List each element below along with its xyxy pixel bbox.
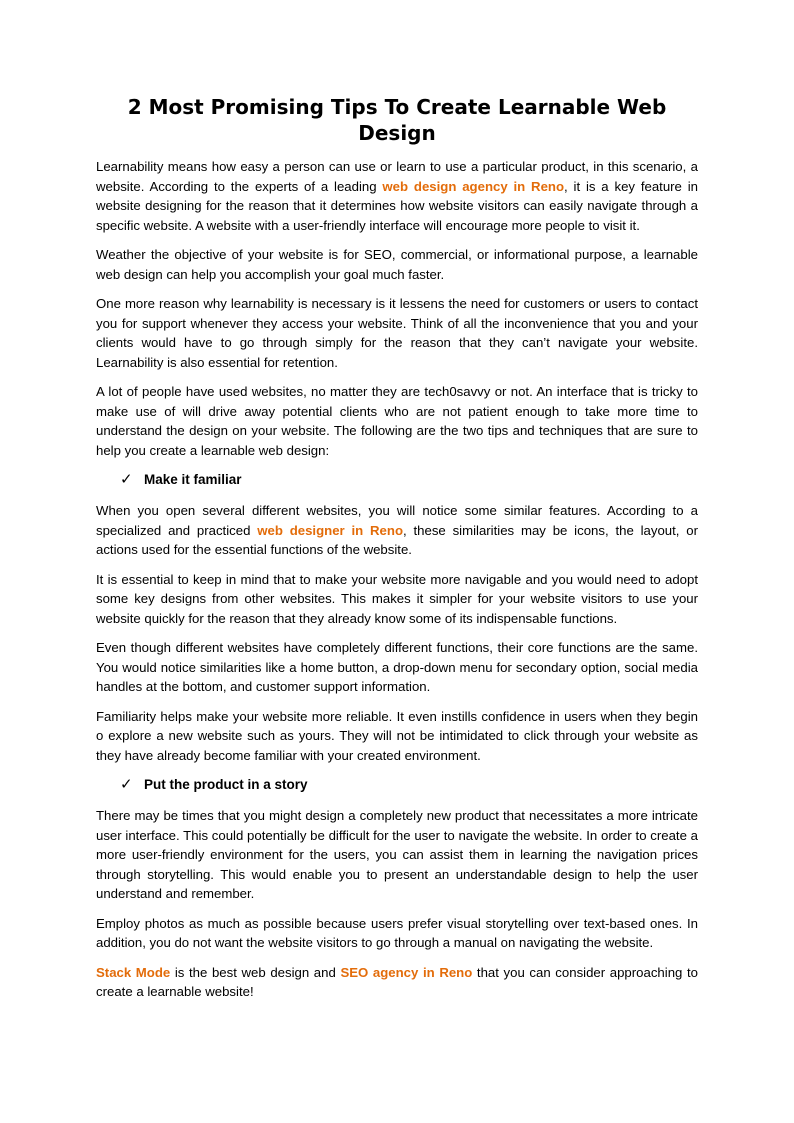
paragraph-text: Learnability means how easy a person can use or learn to use a particular product, in this scenario, a website. According to the experts of a leading bbox=[96, 159, 698, 194]
paragraph-similar-features bbox=[96, 501, 698, 560]
tip-heading-story bbox=[120, 775, 698, 794]
tip-title: Put the product in a story bbox=[144, 777, 308, 792]
paragraph-navigable: It is essential to keep in mind that to make your website more navigable and you would need to adopt some key designs from other websites. This makes it simpler for your website visitors to use your website quickly for the reason that they already know some of its indispensable functions. bbox=[96, 571, 698, 626]
checkmark-icon: ✓ bbox=[120, 470, 133, 488]
link-stack-mode[interactable]: Stack Mode bbox=[96, 964, 171, 980]
paragraph-familiarity: Familiarity helps make your website more reliable. It even instills confidence in users when they begin o explore a new website such as yours. They will not be intimidated to click through your website as they have already become familiar with your created environment. bbox=[96, 708, 698, 763]
paragraph-core-functions: Even though different websites have completely different functions, their core functions are the same. You would notice similarities like a home button, a drop-down menu for secondary option, social media handles at the bottom, and customer support information. bbox=[96, 640, 698, 694]
paragraph-interface: A lot of people have used websites, no matter they are tech0savvy or not. An interface that is tricky to make use of will drive away potential clients who are not patient enough to take more time to understand the design on your website. The following are the two tips and techniques that are sure to help you create a learnable web design: bbox=[96, 384, 698, 458]
document-page bbox=[96, 94, 698, 1012]
paragraph-text: , these similarities may be icons, the layout, or actions used for the essential functions of the website. bbox=[96, 522, 699, 557]
link-web-designer[interactable]: web designer in Reno bbox=[257, 522, 404, 538]
paragraph-text: , it is a key feature in website designing for the reason that it determines how website visitors can easily navigate through a specific website. A website with a user-friendly interface will encourage more people to visit it. bbox=[96, 178, 698, 233]
paragraph-intro bbox=[96, 157, 698, 235]
paragraph-closing bbox=[96, 963, 698, 1002]
link-web-design-agency[interactable]: web design agency in Reno bbox=[382, 178, 565, 194]
paragraph-text: that you can consider approaching to create a learnable website! bbox=[96, 964, 698, 999]
paragraph-text: When you open several different websites, you will notice some similar features. According to a specialized and practiced bbox=[96, 503, 698, 538]
checkmark-icon: ✓ bbox=[120, 775, 133, 793]
paragraph-text: is the best web design and bbox=[170, 964, 341, 980]
paragraph-objective: Weather the objective of your website is for SEO, commercial, or informational purpose, a learnable web design can help you accomplish your goal much faster. bbox=[96, 247, 698, 282]
link-seo-agency[interactable]: SEO agency in Reno bbox=[340, 964, 473, 980]
paragraph-photos: Employ photos as much as possible because users prefer visual storytelling over text-based ones. In addition, you do not want the website visitors to go through a manual on navigating the website. bbox=[96, 915, 698, 950]
paragraph-support: One more reason why learnability is necessary is it lessens the need for customers or users to contact you for support whenever they access your website. Think of all the inconvenience that you and your clients would have to go through simply for the reason that they can’t navigate your website. Learnability is also essential for retention. bbox=[96, 296, 698, 370]
tip-heading-familiar bbox=[120, 470, 698, 489]
tip-title: Make it familiar bbox=[144, 472, 242, 487]
paragraph-new-product: There may be times that you might design a completely new product that necessitates a more intricate user interface. This could potentially be difficult for the user to navigate the website. In order to create a more user-friendly environment for the users, you can assist them in learning the navigation prices through storytelling. This would enable you to present an understandable design to help the user understand and remember. bbox=[96, 808, 698, 901]
page-title: 2 Most Promising Tips To Create Learnable Web Design bbox=[127, 95, 667, 145]
